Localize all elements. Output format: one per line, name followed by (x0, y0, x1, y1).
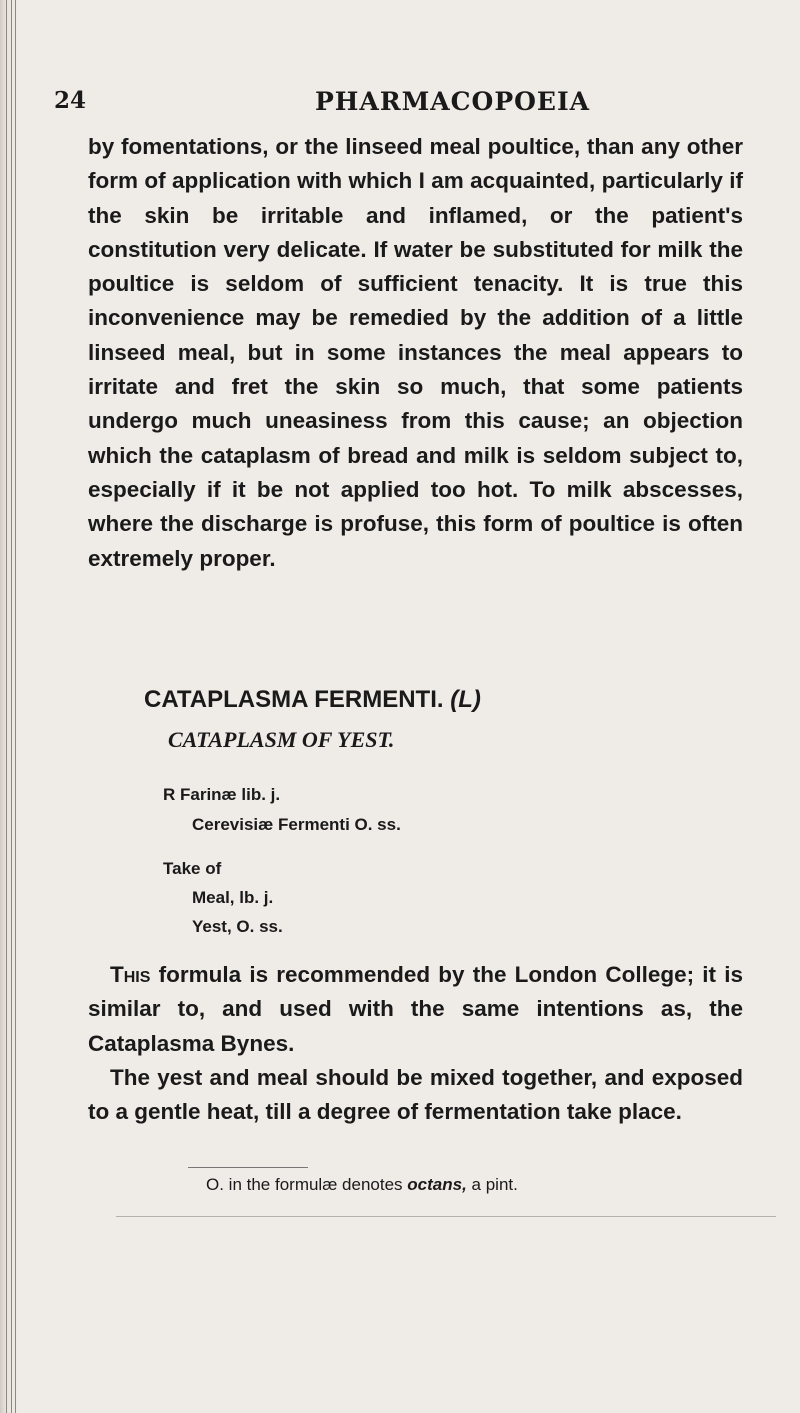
footnote-text-end: a pint. (466, 1175, 518, 1194)
english-ingredient-2: Yest, O. ss. (192, 917, 283, 936)
footnote-italic: octans, (407, 1175, 467, 1194)
gutter-line (15, 0, 16, 1413)
paragraph-2-lead: This (110, 962, 151, 987)
gutter-line (6, 0, 7, 1413)
recipe-title (88, 686, 788, 714)
running-title: PHARMACOPOEIA (315, 87, 591, 116)
latin-ingredient-1: R Farinæ lib. j. (163, 785, 281, 804)
paragraph-2 (88, 958, 743, 1061)
take-heading: Take of (163, 859, 222, 878)
recipe-title-mark: (L) (450, 686, 481, 713)
recipe-title-text: CATAPLASMA FERMENTI. (144, 686, 444, 713)
running-head (54, 87, 788, 119)
english-ingredient-1: Meal, lb. j. (192, 888, 274, 907)
footnote (206, 1175, 518, 1195)
recipe-subtitle: CATAPLASM OF YEST. (168, 727, 395, 752)
latin-ingredient-2: Cerevisiæ Fermenti O. ss. (192, 815, 401, 834)
paragraph-1: by fomentations, or the linseed meal poultice, than any other form of application with which I am acquainted, particularly if the skin be irritable and inflamed, or the patient's constitution very delicate. If water be substituted for milk the poultice is seldom of sufficient tenacity. It is true this inconvenience may be remedied by the addition of a little linseed meal, but in some instances the meal appears to irritate and fret the skin so much, that some patients undergo much uneasiness from this cause; an objection which the cataplasm of bread and milk is seldom subject to, especially if it be not applied too hot. To milk abscesses, where the discharge is profuse, this form of poultice is often extremely proper. (88, 134, 743, 571)
page-number: 24 (54, 87, 87, 114)
paragraph-2-text: formula is recommended by the London College; it is similar to, and used with the same intentions as, the Cataplasma Bynes. (88, 962, 743, 1056)
footnote-rule (188, 1167, 308, 1168)
gutter-line (11, 0, 12, 1413)
paragraph-3: The yest and meal should be mixed together, and exposed to a gentle heat, till a degree of fermentation take place. (88, 1065, 743, 1125)
footnote-text: O. in the formulæ denotes (206, 1175, 408, 1194)
bottom-rule (116, 1216, 776, 1217)
